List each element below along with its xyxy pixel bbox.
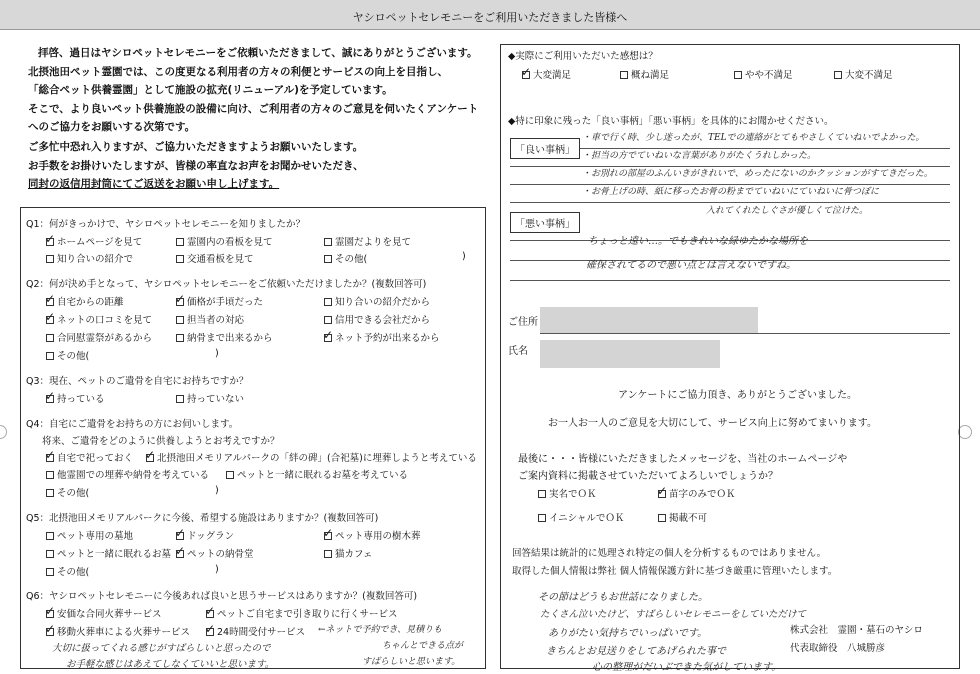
checkbox[interactable] [176, 298, 184, 306]
page-title: ヤシロペットセレモニーをご利用いただきました皆様へ [352, 11, 628, 24]
privacy-note: 回答結果は統計的に処理され特定の個人を分析するものではありません。 [512, 548, 827, 559]
q2-option[interactable]: ✓ ネット予約が出来るから [324, 330, 440, 344]
checkbox[interactable] [324, 316, 332, 324]
impression-question: ◆特に印象に残った「良い事柄」「悪い事柄」を具体的にお聞かせください。 [508, 116, 834, 127]
intro-line: 拝啓、過日はヤシロペットセレモニーをご依頼いただきまして、誠にありがとうございます。 [38, 47, 478, 59]
closing-message: 心の整理がだいぶできた気がしています。 [592, 662, 782, 673]
address-label: ご住所 [508, 317, 538, 328]
checkbox[interactable] [176, 316, 184, 324]
checkbox[interactable] [206, 610, 214, 618]
checkbox[interactable] [46, 255, 54, 263]
satisfaction-option[interactable]: ✓大変満足 [522, 67, 571, 81]
checkbox[interactable] [176, 395, 184, 403]
checkbox[interactable] [146, 454, 154, 462]
q6-handwritten-note: ちゃんとできる点が [382, 641, 464, 651]
checkbox[interactable] [46, 550, 54, 558]
address-line [540, 333, 950, 334]
address-redacted [540, 307, 758, 333]
q1-other-close: ) [462, 251, 466, 262]
q2-option[interactable]: ✓ 価格が手頃だった [176, 294, 263, 308]
q6-option[interactable]: ✓ 24時間受付サービス [206, 624, 305, 638]
checkbox[interactable] [834, 71, 842, 79]
checkbox[interactable] [46, 568, 54, 576]
q6-handwritten-note: ←ネットで予約でき、見積りも [318, 625, 443, 635]
intro-paragraph [28, 44, 478, 137]
q4-option[interactable]: 他霊園での埋葬や納骨を考えている [46, 467, 209, 481]
checkbox[interactable] [46, 454, 54, 462]
q5-option[interactable]: ペットと一緒に眠れるお墓 [46, 546, 171, 560]
satisfaction-option[interactable]: 大変不満足 [834, 67, 893, 81]
intro-line: 同封の返信用封筒にてご返送をお願い申し上げます。 [28, 178, 280, 190]
q6-handwritten-note: 大切に扱ってくれる感じがすばらしいと思ったので [52, 643, 271, 654]
punch-hole-left [0, 425, 7, 439]
checkbox[interactable] [46, 471, 54, 479]
publish-option[interactable]: ✓ 苗字のみでＯＫ [658, 486, 736, 500]
q4-option[interactable]: ✓自宅で祀っておく [46, 450, 133, 464]
checkbox[interactable] [522, 71, 530, 79]
q2-option[interactable]: 納骨まで出来るから [176, 330, 273, 344]
q5-option[interactable]: ✓ ペットの納骨堂 [176, 546, 254, 560]
q1-option-other[interactable]: その他( [324, 251, 367, 265]
checkbox[interactable] [46, 352, 54, 360]
q2-option[interactable]: ✓ネットの口コミを見て [46, 312, 152, 326]
intro-line: お手数をお掛けいたしますが、皆様の率直なお声をお聞かせいただき、 [28, 159, 364, 172]
intro-line: へのご協力をお願いする次第です。 [28, 121, 196, 133]
q1-title: Q1：何がきっかけで、ヤシロペットセレモニーを知りましたか？ [26, 219, 305, 230]
checkbox[interactable] [324, 550, 332, 558]
checkbox[interactable] [538, 490, 546, 498]
checkbox[interactable] [226, 471, 234, 479]
checkbox[interactable] [46, 298, 54, 306]
bad-points-label: 「悪い事柄」 [510, 212, 580, 233]
closing-message: たくさん泣いたけど、すばらしいセレモニーをしていただけて [540, 609, 807, 620]
satisfaction-option[interactable]: やや不満足 [734, 67, 793, 81]
q1-option[interactable]: ✓ホームページを見て [46, 234, 142, 248]
q4-option[interactable]: ペットと一緒に眠れるお墓を考えている [226, 467, 408, 481]
checkbox[interactable] [46, 610, 54, 618]
q5-option[interactable]: ✓ ペット専用の樹木葬 [324, 528, 421, 542]
closing-message: ありがたい気持ちでいっぱいです。 [548, 628, 708, 639]
q5-title: Q5：北摂池田メモリアルパークに今後、希望する施設はありますか？(複数回答可) [26, 513, 379, 524]
company-name: 株式会社 霊園・墓石のヤシロ [790, 625, 923, 636]
closing-message: その節はどうもお世話になりました。 [538, 592, 708, 603]
q2-option[interactable]: 知り合いの紹介だから [324, 294, 430, 308]
publish-question: 最後に・・・皆様にいただきましたメッセージを、当社のホームページや [518, 454, 848, 465]
checkbox[interactable] [176, 255, 184, 263]
good-points-text: 入れてくれたしぐさが優しくて泣けた。 [706, 206, 869, 216]
publish-option[interactable]: イニシャルでＯＫ [538, 510, 624, 524]
good-points-label: 「良い事柄」 [510, 138, 580, 159]
satisfaction-question: ◆実際にご利用いただいた感想は？ [508, 51, 658, 62]
answer-line [510, 280, 950, 281]
checkbox[interactable] [46, 532, 54, 540]
intro-line: 北摂池田ペット霊園では、この度更なる利用者の方々の利便とサービスの向上を目指し、 [28, 65, 448, 78]
checkbox[interactable] [46, 316, 54, 324]
publish-question: ご案内資料に掲載させていただいてよろしいでしょうか？ [518, 471, 778, 482]
checkbox[interactable] [176, 550, 184, 558]
checkbox[interactable] [46, 628, 54, 636]
checkbox[interactable] [658, 514, 666, 522]
privacy-note: 取得した個人情報は弊社 個人情報保護方針に基づき厳重に管理いたします。 [512, 566, 838, 577]
q2-option-other[interactable]: その他( [46, 348, 89, 362]
q5-option[interactable]: ✓ ドッグラン [176, 528, 234, 542]
checkbox[interactable] [176, 238, 184, 246]
checkbox[interactable] [324, 298, 332, 306]
name-redacted [540, 340, 720, 368]
intro-request [28, 138, 364, 194]
q5-other-close: ) [215, 564, 219, 575]
checkbox[interactable] [324, 334, 332, 342]
checkbox[interactable] [46, 238, 54, 246]
q1-option[interactable]: 知り合いの紹介で [46, 251, 133, 265]
closing-message: きちんとお見送りをしてあげられた事で [546, 646, 726, 657]
name-label: 氏名 [508, 346, 528, 357]
intro-line: そこで、より良いペット供養施設の設備に向け、ご利用者の方々のご意見を伺いたくアンケート [28, 102, 479, 115]
q6-option[interactable]: ✓安価な合同火葬サービス [46, 606, 162, 620]
intro-line: ご多忙中恐れ入りますが、ご協力いただきますようお願いいたします。 [28, 141, 364, 153]
q6-option[interactable]: ✓移動火葬車による火葬サービス [46, 624, 190, 638]
good-points-text: ・担当の方でていねいな言葉がありがたくうれしかった。 [582, 151, 817, 161]
q6-handwritten-note: お手軽な感じはあえてしなくていいと思います。 [66, 659, 275, 670]
checkbox[interactable] [324, 532, 332, 540]
q2-option[interactable]: 担当者の対応 [176, 312, 244, 326]
q4-option-other[interactable]: その他( [46, 485, 89, 499]
q4-option[interactable]: ✓ 北摂池田メモリアルパークの「絆の碑」(合祀墓)に埋葬しようと考えている [146, 450, 477, 464]
punch-hole-right [958, 425, 972, 439]
checkbox[interactable] [538, 514, 546, 522]
q6-title: Q6：ヤシロペットセレモニーに今後あれば良いと思うサービスはありますか？(複数回答可) [26, 591, 418, 602]
bad-points-text: 確保されてるので悪い点とは言えないですね。 [586, 260, 796, 271]
publish-option[interactable]: 掲載不可 [658, 510, 707, 524]
q1-option[interactable]: 霊園内の看板を見て [176, 234, 273, 248]
q4-title: Q4：自宅にご遺骨をお持ちの方にお伺いします。 [26, 419, 239, 430]
intro-line: 「総合ペット供養霊園」として施設の拡充(リニューアル)を予定しています。 [28, 84, 393, 96]
good-points-text: ・お別れの部屋のふんいきがきれいで、めったにないのかクッションがすてきだった。 [582, 169, 933, 179]
checkbox[interactable] [324, 238, 332, 246]
q1-option[interactable]: 交通看板を見て [176, 251, 254, 265]
checkbox[interactable] [46, 395, 54, 403]
header-bar [0, 0, 980, 30]
ceo-name: 代表取締役 八城勝彦 [790, 643, 886, 654]
q2-title: Q2：何が決め手となって、ヤシロペットセレモニーをご依頼いただけましたか？(複数回答可) [26, 279, 427, 290]
satisfaction-option[interactable]: 概ね満足 [620, 67, 669, 81]
checkbox[interactable] [206, 628, 214, 636]
checkbox[interactable] [46, 334, 54, 342]
checkbox[interactable] [176, 334, 184, 342]
q6-option[interactable]: ✓ ペットご自宅まで引き取りに行くサービス [206, 606, 398, 620]
q4-subtitle: 将来、ご遺骨をどのように供養しようとお考えですか？ [42, 436, 280, 447]
q5-option[interactable]: ペット専用の墓地 [46, 528, 133, 542]
q2-option[interactable]: 合同慰霊祭があるから [46, 330, 152, 344]
q5-option[interactable]: 猫カフェ [324, 546, 373, 560]
thanks-line: お一人お一人のご意見を大切にして、サービス向上に努めてまいります。 [548, 418, 877, 429]
q2-option[interactable]: ✓自宅からの距離 [46, 294, 124, 308]
publish-option[interactable]: 実名でＯＫ [538, 486, 597, 500]
good-points-text: ・車で行く時、少し迷ったが、TELでの連絡がとてもやさしくていねいでよかった。 [582, 133, 925, 143]
q5-option-other[interactable]: その他( [46, 564, 89, 578]
checkbox[interactable] [46, 489, 54, 497]
q1-option[interactable]: 霊園だよりを見て [324, 234, 411, 248]
bad-points-text: ちょっと遠い…。でもきれいな緑ゆたかな場所を [588, 236, 808, 247]
q3-option[interactable]: ✓持っている [46, 391, 105, 405]
checkbox[interactable] [324, 255, 332, 263]
checkbox[interactable] [658, 490, 666, 498]
q6-handwritten-note: すばらしいと思います。 [362, 657, 461, 667]
good-points-text: ・お骨上げの時、紙に移ったお骨の粉までていねいにていねいに骨つぼに [582, 187, 880, 197]
thanks-line: アンケートにご協力頂き、ありがとうございました。 [618, 390, 857, 401]
checkbox[interactable] [176, 532, 184, 540]
q2-other-close: ) [215, 348, 219, 359]
checkbox[interactable] [734, 71, 742, 79]
q3-title: Q3：現在、ペットのご遺骨を自宅にお持ちですか？ [26, 376, 249, 387]
q3-option[interactable]: 持っていない [176, 391, 244, 405]
q4-other-close: ) [215, 485, 219, 496]
checkbox[interactable] [620, 71, 628, 79]
q2-option[interactable]: 信用できる会社だから [324, 312, 430, 326]
